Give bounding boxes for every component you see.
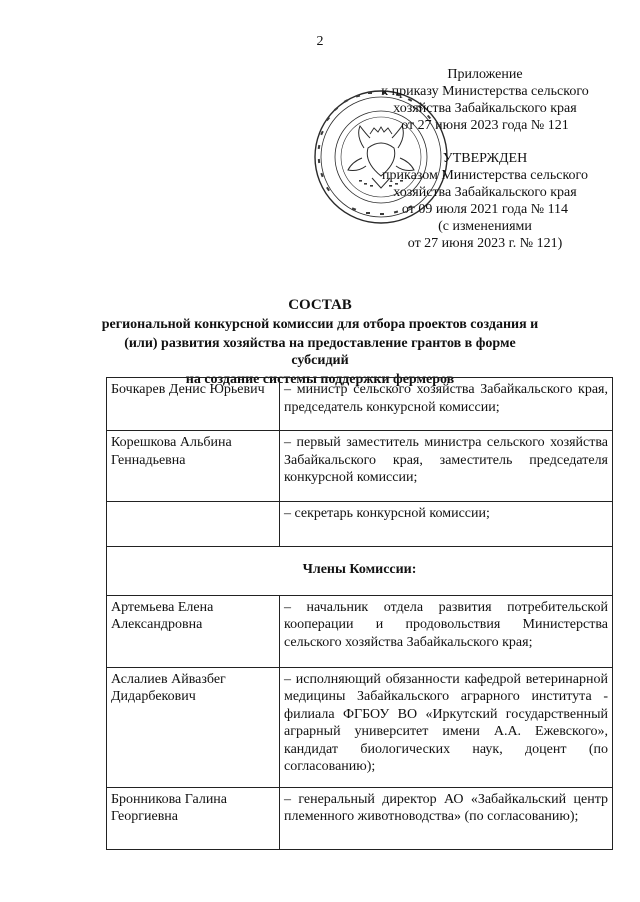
- approval-spacer: [358, 134, 612, 150]
- member-name: Бронникова Галина Георгиевна: [107, 787, 280, 849]
- member-name: Корешкова Альбина Геннадьевна: [107, 431, 280, 502]
- member-name: Артемьева Елена Александровна: [107, 595, 280, 667]
- member-name: [107, 502, 280, 547]
- member-role: – первый заместитель министра сельского хозяйства Забайкальского края, заместитель председателя конкурсной комиссии;: [280, 431, 613, 502]
- approval-line: к приказу Министерства сельского: [381, 84, 589, 99]
- approval-line: хозяйства Забайкальского края: [393, 101, 577, 116]
- approval-line: от 27 июня 2023 года № 121: [401, 118, 569, 133]
- table-row: [107, 378, 613, 431]
- section-header: Члены Комиссии:: [107, 547, 613, 596]
- approval-line: от 27 июня 2023 г. № 121): [407, 236, 563, 251]
- table-row: [107, 595, 613, 667]
- table-row: [107, 547, 613, 596]
- approval-line: Приложение: [447, 67, 523, 82]
- title-subtitle: (или) развития хозяйства на предоставление грантов в форме субсидий: [124, 335, 516, 368]
- approval-line: от 09 июля 2021 года № 114: [401, 202, 569, 217]
- member-name: Бочкарев Денис Юрьевич: [107, 378, 280, 431]
- member-name: Аслалиев Айвазбег Дидарбекович: [107, 667, 280, 787]
- table-row: [107, 502, 613, 547]
- member-role: – министр сельского хозяйства Забайкальского края, председатель конкурсной комиссии;: [280, 378, 613, 431]
- commission-table: [106, 377, 613, 850]
- title-subtitle: на создание системы поддержки фермеров: [185, 371, 455, 387]
- approval-block: [358, 66, 612, 252]
- table-row: [107, 787, 613, 849]
- title-heading: СОСТАВ: [288, 297, 352, 313]
- approval-line: (с изменениями: [438, 219, 532, 234]
- title-subtitle: региональной конкурсной комиссии для отбора проектов создания и: [101, 317, 539, 332]
- member-role: – генеральный директор АО «Забайкальский центр племенного животноводства» (по согласованию);: [280, 787, 613, 849]
- document-title: [100, 296, 540, 388]
- page-number: 2: [316, 34, 324, 49]
- approval-line: УТВЕРЖДЕН: [442, 151, 528, 166]
- member-role: – начальник отдела развития потребительской кооперации и продовольствия Министерства сельского хозяйства Забайкальского края;: [280, 595, 613, 667]
- member-role: – секретарь конкурсной комиссии;: [280, 502, 613, 547]
- approval-line: приказом Министерства сельского: [382, 168, 588, 183]
- member-role: – исполняющий обязанности кафедрой ветеринарной медицины Забайкальского аграрного института - филиала ФГБОУ ВО «Иркутский государственный аграрный университет имени А.А. Ежевского», кандидат биологических наук, доцент (по согласованию);: [280, 667, 613, 787]
- table-row: [107, 667, 613, 787]
- approval-line: хозяйства Забайкальского края: [393, 185, 577, 200]
- table-row: [107, 431, 613, 502]
